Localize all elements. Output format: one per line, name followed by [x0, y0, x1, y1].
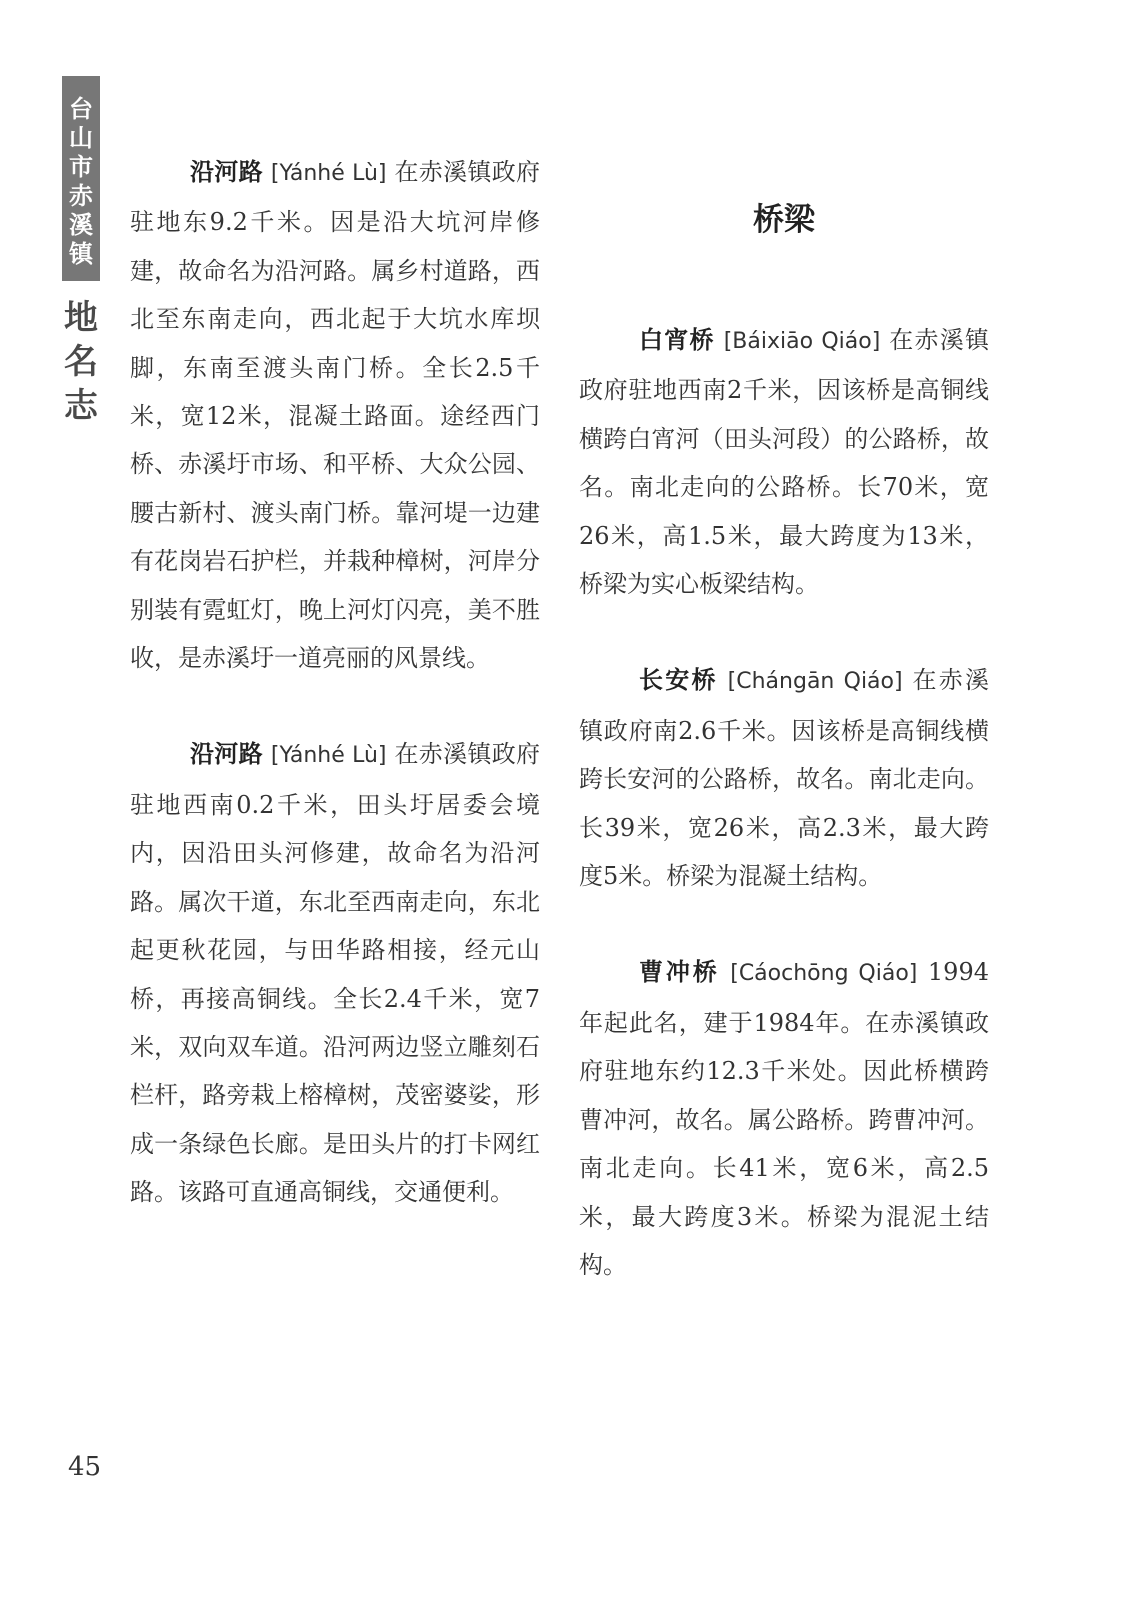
- entry-pinyin: [Yánhé Lù]: [270, 161, 387, 186]
- entry-baixiao-bridge: [579, 316, 989, 608]
- banner-char: 台: [69, 94, 93, 123]
- entry-name: 曹冲桥: [639, 957, 720, 987]
- banner-char: 山: [69, 123, 93, 152]
- section-heading: 桥梁: [753, 202, 815, 238]
- book-subtitle: [62, 296, 100, 428]
- entry-pinyin: [Cáochōng Qiáo]: [730, 961, 918, 987]
- entry-pinyin: [Yánhé Lù]: [270, 743, 387, 769]
- entry-caochong-bridge: [579, 948, 989, 1289]
- entry-text: 在赤溪镇政府驻地西南0.2千米，田头圩居委会境内，因沿田头河修建，故命名为沿河路。属次干道，东北至西南走向，东北起更秋花园，与田华路相接，经元山桥，再接高铜线。全长2.4千米，宽7米，双向双车道。沿河两边竖立雕刻石栏杆，路旁栽上榕樟树，茂密婆娑，形成一条绿色长廊。是田头片的打卡网红路。该路可直通高铜线，交通便利。: [130, 740, 541, 1207]
- banner-char: 镇: [69, 239, 93, 268]
- page-number: 45: [68, 1452, 102, 1482]
- entry-text: 在赤溪镇政府南2.6千米。因该桥是高铜线横跨长安河的公路桥，故名。南北走向。长39米，宽26米，高2.3米，最大跨度5米。桥梁为混凝土结构。: [579, 666, 989, 891]
- book-title-banner: [62, 76, 100, 281]
- banner-char: 溪: [69, 210, 93, 239]
- entry-yanhe-road-2: [130, 730, 540, 1216]
- entry-name: 沿河路: [190, 739, 263, 769]
- banner-char: 市: [69, 152, 93, 181]
- entry-pinyin: [Chángān Qiáo]: [727, 669, 903, 695]
- entry-changan-bridge: [579, 656, 989, 900]
- left-column: [130, 148, 540, 1217]
- entry-name: 沿河路: [190, 157, 263, 186]
- entry-name: 长安桥: [639, 665, 718, 695]
- subtitle-char: 地: [64, 298, 98, 338]
- subtitle-char: 名: [64, 342, 98, 382]
- subtitle-char: 志: [64, 386, 98, 426]
- right-column: [579, 148, 989, 1289]
- entry-text: 1994年起此名，建于1984年。在赤溪镇政府驻地东约12.3千米处。因此桥横跨曹冲河，故名。属公路桥。跨曹冲河。南北走向。长41米，宽6米，高2.5米，最大跨度3米。桥梁为混泥土结构。: [579, 958, 989, 1279]
- entry-name: 白宵桥: [639, 325, 715, 354]
- banner-char: 赤: [69, 181, 93, 210]
- entry-yanhe-road-1: [130, 148, 540, 682]
- entry-pinyin: [Báixiāo Qiáo]: [723, 329, 881, 354]
- entry-text: 在赤溪镇政府驻地西南2千米，因该桥是高铜线横跨白宵河（田头河段）的公路桥，故名。南北走向的公路桥。长70米，宽26米，高1.5米，最大跨度为13米，桥梁为实心板梁结构。: [579, 326, 989, 599]
- entry-text: 在赤溪镇政府驻地东9.2千米。因是沿大坑河岸修建，故命名为沿河路。属乡村道路，西北至东南走向，西北起于大坑水库坝脚，东南至渡头南门桥。全长2.5千米，宽12米，混凝土路面。途经西门桥、赤溪圩市场、和平桥、大众公园、腰古新村、渡头南门桥。靠河堤一边建有花岗岩石护栏，并栽种樟树，河岸分别装有霓虹灯，晚上河灯闪亮，美不胜收，是赤溪圩一道亮丽的风景线。: [130, 158, 541, 673]
